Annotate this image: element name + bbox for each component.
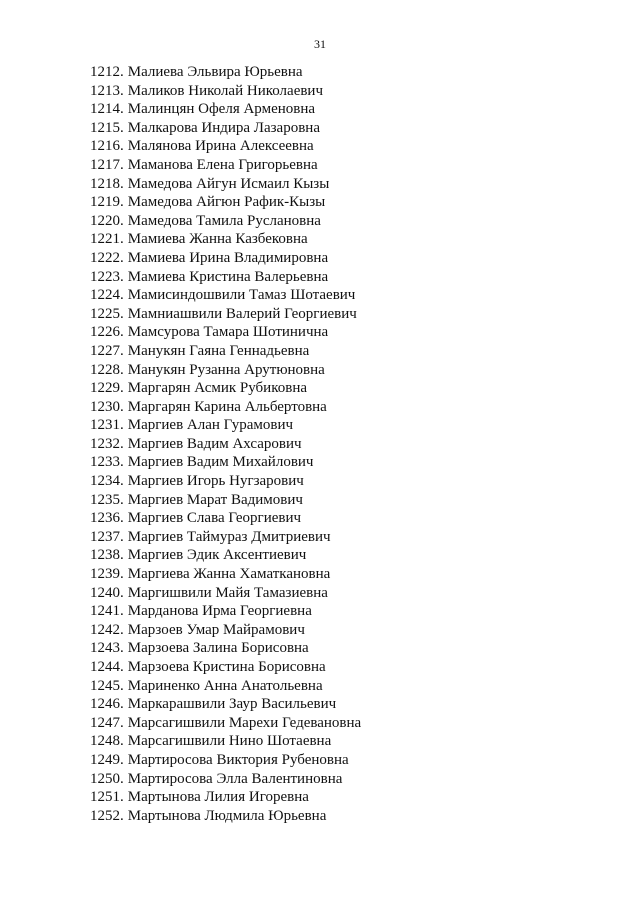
list-item [90, 658, 361, 677]
item-name: Маргарян Асмик Рубиковна [127, 380, 308, 397]
item-number: 1212. [90, 64, 124, 80]
list-item [90, 528, 361, 547]
list-item [90, 63, 361, 82]
list-item [90, 472, 361, 491]
list-item [90, 639, 361, 658]
list-item [90, 453, 361, 472]
list-item [90, 323, 361, 342]
item-name: Маргиев Таймураз Дмитриевич [127, 528, 331, 545]
item-name: Маргиев Алан Гурамович [127, 417, 294, 434]
list-item [90, 584, 361, 603]
item-number: 1250. [90, 770, 124, 787]
item-name: Мартынова Людмила Юрьевна [127, 807, 327, 824]
item-number: 1213. [90, 82, 124, 99]
item-name: Малянова Ирина Алексеевна [127, 138, 314, 155]
list-item [90, 342, 361, 361]
list-item [90, 249, 361, 268]
item-name: Марсагишвили Нино Шотаевна [127, 733, 332, 750]
item-name: Малинцян Офеля Арменовна [127, 101, 316, 118]
item-number: 1232. [90, 435, 124, 452]
list-item [90, 416, 361, 435]
list-item [90, 175, 361, 194]
item-number: 1245. [90, 677, 124, 694]
item-name: Марданова Ирма Георгиевна [127, 603, 312, 620]
list-item [90, 751, 361, 770]
item-number: 1244. [90, 659, 124, 675]
item-name: Маргиев Эдик Аксентиевич [127, 547, 307, 564]
item-name: Маргиев Вадим Ахсарович [127, 435, 302, 452]
list-item [90, 193, 361, 212]
list-item [90, 119, 361, 138]
list-item [90, 770, 361, 789]
list-item [90, 565, 361, 584]
list-item [90, 212, 361, 231]
item-name: Мамиева Жанна Казбековна [127, 231, 308, 248]
item-name: Малкарова Индира Лазаровна [127, 119, 320, 136]
item-name: Марзоева Кристина Борисовна [127, 659, 326, 675]
item-number: 1223. [90, 268, 124, 285]
list-item [90, 398, 361, 417]
item-name: Маргиев Марат Вадимович [127, 491, 303, 508]
list-item [90, 379, 361, 398]
item-number: 1236. [90, 510, 124, 527]
item-name: Маргарян Карина Альбертовна [127, 398, 327, 415]
item-number: 1227. [90, 342, 124, 359]
list-item [90, 361, 361, 380]
item-number: 1243. [90, 640, 124, 657]
item-number: 1238. [90, 547, 124, 564]
item-name: Маргиева Жанна Хаматкановна [127, 566, 331, 583]
item-name: Мариненко Анна Анатольевна [127, 677, 323, 694]
list-item [90, 546, 361, 565]
list-item [90, 695, 361, 714]
item-name: Мамедова Айгюн Рафик-Кызы [127, 194, 326, 211]
item-name: Маркарашвили Заур Васильевич [127, 696, 337, 713]
item-number: 1247. [90, 714, 124, 731]
item-name: Мамсурова Тамара Шотинична [127, 324, 329, 341]
item-name: Манукян Гаяна Геннадьевна [127, 342, 310, 359]
item-number: 1220. [90, 212, 124, 229]
item-number: 1242. [90, 621, 124, 638]
item-name: Маргиев Вадим Михайлович [127, 454, 314, 471]
item-number: 1226. [90, 324, 124, 341]
item-number: 1219. [90, 194, 124, 211]
list-item [90, 230, 361, 249]
item-name: Мамисиндошвили Тамаз Шотаевич [127, 287, 356, 304]
item-name: Мамедова Тамила Руслановна [127, 212, 321, 229]
item-number: 1217. [90, 156, 124, 173]
item-number: 1229. [90, 380, 124, 397]
item-number: 1234. [90, 473, 124, 490]
item-number: 1248. [90, 733, 124, 750]
item-number: 1221. [90, 231, 124, 248]
list-item [90, 491, 361, 510]
item-number: 1246. [90, 696, 124, 713]
item-name: Малиева Эльвира Юрьевна [127, 64, 303, 80]
list-item [90, 286, 361, 305]
list-item [90, 82, 361, 101]
item-name: Маликов Николай Николаевич [127, 82, 323, 99]
list-item [90, 677, 361, 696]
item-name: Мамниашвили Валерий Георгиевич [127, 305, 357, 322]
item-number: 1225. [90, 305, 124, 322]
item-number: 1239. [90, 566, 124, 583]
item-name: Маргиев Слава Георгиевич [127, 510, 302, 527]
item-name: Марсагишвили Марехи Гедевановна [127, 714, 362, 731]
list-item [90, 509, 361, 528]
list-item [90, 621, 361, 640]
list-item [90, 156, 361, 175]
item-number: 1222. [90, 249, 124, 266]
item-number: 1218. [90, 175, 124, 192]
item-number: 1228. [90, 361, 124, 378]
item-number: 1237. [90, 528, 124, 545]
item-number: 1235. [90, 491, 124, 508]
list-item [90, 732, 361, 751]
item-name: Марзоев Умар Майрамович [127, 621, 305, 638]
item-number: 1241. [90, 603, 124, 620]
item-name: Марзоева Залина Борисовна [127, 640, 309, 657]
item-number: 1224. [90, 287, 124, 304]
item-number: 1214. [90, 101, 124, 118]
name-list [90, 63, 361, 825]
item-name: Мамедова Айгун Исмаил Кызы [127, 175, 330, 192]
item-name: Мамиева Ирина Владимировна [127, 249, 329, 266]
list-item [90, 268, 361, 287]
item-number: 1215. [90, 119, 124, 136]
item-name: Мартиросова Элла Валентиновна [127, 770, 343, 787]
item-number: 1252. [90, 807, 124, 824]
item-name: Маргиев Игорь Нугзарович [127, 473, 304, 490]
item-number: 1230. [90, 398, 124, 415]
item-name: Мамиева Кристина Валерьевна [127, 268, 329, 285]
list-item [90, 807, 361, 826]
item-number: 1231. [90, 417, 124, 434]
item-number: 1233. [90, 454, 124, 471]
list-item [90, 100, 361, 119]
list-item [90, 305, 361, 324]
list-item [90, 137, 361, 156]
item-number: 1240. [90, 584, 124, 601]
list-item [90, 602, 361, 621]
list-item [90, 714, 361, 733]
item-number: 1251. [90, 789, 124, 806]
item-number: 1249. [90, 751, 124, 768]
item-name: Манукян Рузанна Арутюновна [127, 361, 325, 378]
list-item [90, 435, 361, 454]
item-name: Маманова Елена Григорьевна [127, 156, 318, 173]
list-item [90, 788, 361, 807]
item-name: Мартиросова Виктория Рубеновна [127, 751, 349, 768]
item-name: Мартынова Лилия Игоревна [127, 789, 309, 806]
item-name: Маргишвили Майя Тамазиевна [127, 584, 328, 601]
page-number: 31 [314, 37, 326, 51]
item-number: 1216. [90, 138, 124, 155]
